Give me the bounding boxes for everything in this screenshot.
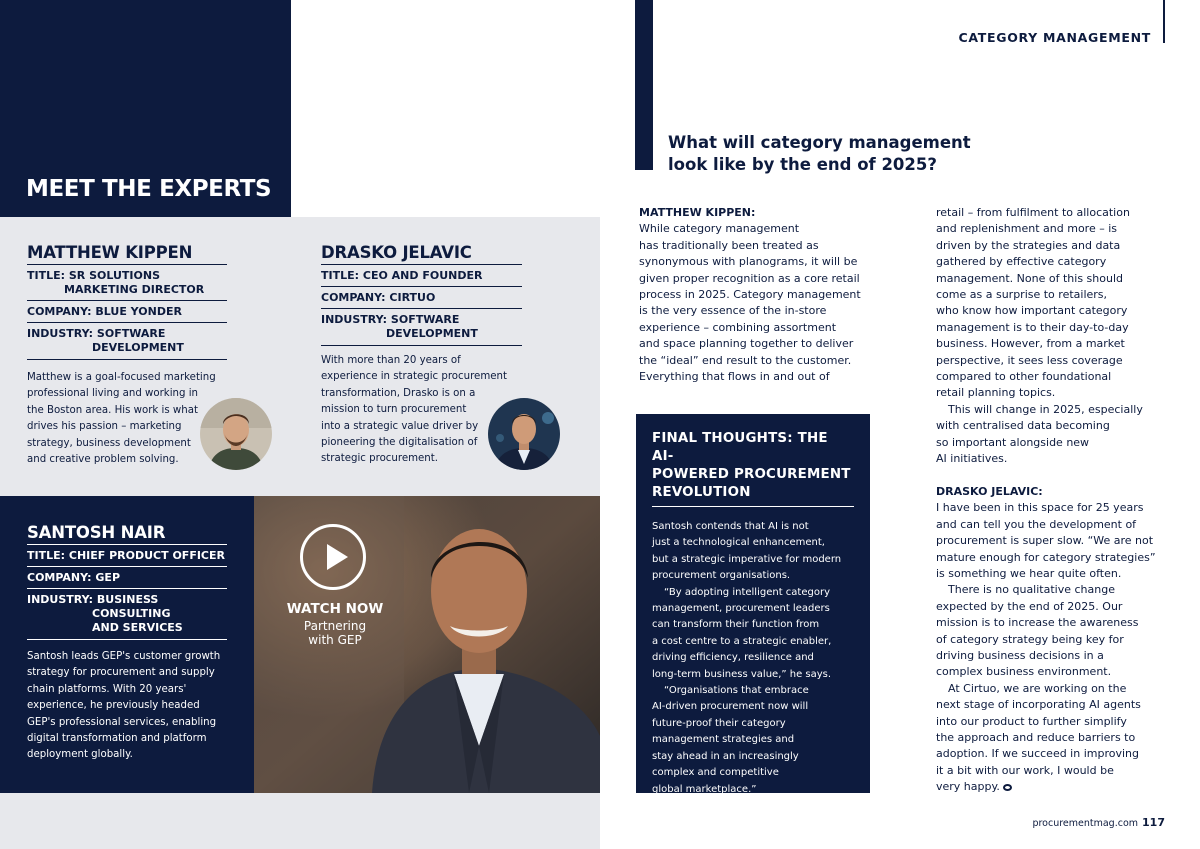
expert-card-santosh <box>27 523 227 640</box>
expert-title: TITLE: CEO AND FOUNDER <box>321 265 522 287</box>
divider <box>1163 0 1165 43</box>
expert-company: COMPANY: BLUE YONDER <box>27 301 227 323</box>
end-mark-icon <box>1003 784 1012 791</box>
expert-company: COMPANY: GEP <box>27 567 227 589</box>
site-link[interactable]: procurementmag.com <box>1032 818 1139 829</box>
bottom-band <box>0 793 600 849</box>
expert-industry: INDUSTRY: BUSINESS CONSULTING AND SERVICES <box>27 589 227 640</box>
box-paragraph: “Organisations that embrace AI-driven procurement now will future-proof their category management strategies and stay ahead in an increasingly complex and competitive global marketplace.” <box>652 685 809 795</box>
avatar-matthew <box>200 398 272 470</box>
santosh-panel <box>0 496 254 793</box>
paragraph: This will change in 2025, especially with centralised data becoming so important alongside new AI initiatives. <box>936 402 1143 466</box>
expert-card-matthew <box>27 243 227 360</box>
box-title: FINAL THOUGHTS: THE AI- POWERED PROCUREMENT REVOLUTION <box>652 430 854 507</box>
page-heading: MEET THE EXPERTS <box>26 176 272 202</box>
expert-name: DRASKO JELAVIC <box>321 243 522 265</box>
paragraph: While category management has traditionally been treated as synonymous with planograms, it will be given proper recognition as a core retail process in 2025. Category management is the very essence of the in-store experience – combining assortment and space planning together to deliver the “ideal” end result to the customer. Everything that flows in and out of <box>639 222 861 384</box>
expert-name: MATTHEW KIPPEN <box>27 243 227 265</box>
expert-card-drasko <box>321 243 522 346</box>
expert-industry: INDUSTRY: SOFTWARE DEVELOPMENT <box>321 309 522 346</box>
video-thumbnail[interactable] <box>254 496 600 793</box>
speaker-label: DRASKO JELAVIC: <box>936 484 1043 498</box>
article-column-1 <box>639 205 874 385</box>
speaker-label: MATTHEW KIPPEN: <box>639 206 756 219</box>
expert-bio-drasko: With more than 20 years of experience in strategic procurement transformation, Drasko is on a mission to turn procurement into a strategic value driver by pioneering the digitalisation of strategic procurement. <box>321 355 507 465</box>
paragraph: I have been in this space for 25 years and can tell you the development of procurement is super slow. “We are not mature enough for category strategies” is something we hear quite often. <box>936 501 1156 580</box>
box-paragraph: “By adopting intelligent category management, procurement leaders can transform their function from a cost centre to a strategic enabler, driving efficiency, resilience and long-term business value,” he says. <box>652 586 832 680</box>
box-paragraph: Santosh contends that AI is not just a technological enhancement, but a strategic imperative for modern procurement organisations. <box>652 521 842 582</box>
expert-title: TITLE: CHIEF PRODUCT OFFICER <box>27 545 227 567</box>
expert-industry: INDUSTRY: SOFTWARE DEVELOPMENT <box>27 323 227 360</box>
paragraph: At Cirtuo, we are working on the next stage of incorporating AI agents into our product to further simplify the approach and reduce barriers to adoption. If we succeed in improving it a bit with our work, I would be very happy. <box>936 681 1141 794</box>
page-footer <box>1032 816 1165 829</box>
section-label: CATEGORY MANAGEMENT <box>958 30 1151 45</box>
avatar-drasko <box>488 398 560 470</box>
final-thoughts-box <box>636 414 870 793</box>
article-column-2 <box>936 205 1176 796</box>
accent-bar <box>635 0 653 170</box>
header-block <box>0 0 291 217</box>
expert-bio-santosh: Santosh leads GEP's customer growth strategy for procurement and supply chain platforms. With 20 years' experience, he previously headed GEP's professional services, enabling digital transformation and platform deployment globally. <box>27 651 221 761</box>
watch-now-label[interactable]: WATCH NOW Partnering with GEP <box>286 601 384 647</box>
paragraph: There is no qualitative change expected by the end of 2025. Our mission is to increase the awareness of category strategy being key for driving business decisions in a complex business environment. <box>936 583 1139 679</box>
expert-bio-matthew: Matthew is a goal-focused marketing professional living and working in the Boston area. His work is what drives his passion – marketing strategy, business development and creative problem solving. <box>27 372 216 466</box>
paragraph: retail – from fulfilment to allocation and replenishment and more – is driven by the strategies and data gathered by effective category management. None of this should come as a surprise to retailers, who know how important category management is to their day-to-day business. However, from a market perspective, it sees less coverage compared to other foundational retail planning topics. <box>936 206 1130 400</box>
right-page <box>600 0 1200 849</box>
question-heading: What will category management look like by the end of 2025? <box>668 133 971 174</box>
page-number: 117 <box>1142 816 1165 829</box>
expert-title: TITLE: SR SOLUTIONS MARKETING DIRECTOR <box>27 265 227 301</box>
play-button-icon[interactable] <box>300 524 366 590</box>
expert-company: COMPANY: CIRTUO <box>321 287 522 309</box>
expert-name: SANTOSH NAIR <box>27 523 227 545</box>
